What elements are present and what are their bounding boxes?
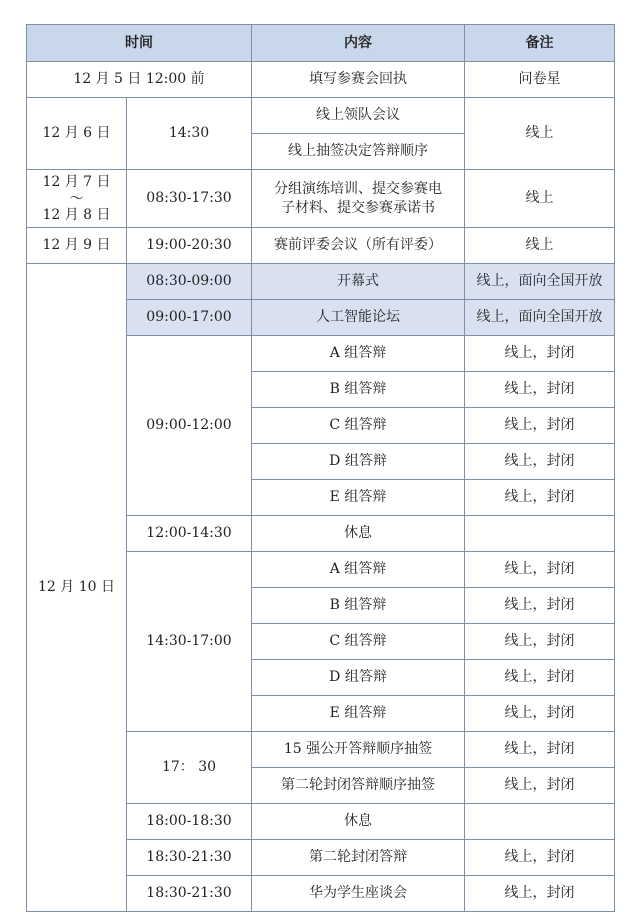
note-cell: 线上，封闭 [465,372,615,408]
content-cell: C 组答辩 [252,408,465,444]
note-cell: 线上，封闭 [465,768,615,804]
content-cell: 休息 [252,516,465,552]
time-cell: 08:30-09:00 [127,264,252,300]
content-cell: A 组答辩 [252,552,465,588]
content-cell: 人工智能论坛 [252,300,465,336]
table-row [27,228,615,264]
time-cell: 18:30-21:30 [127,876,252,912]
time-cell: 12:00-14:30 [127,516,252,552]
note-cell: 线上，封闭 [465,876,615,912]
note-cell [465,516,615,552]
time-cell: 17： 30 [127,732,252,804]
content-cell: 赛前评委会议（所有评委） [252,228,465,264]
content-cell: 休息 [252,804,465,840]
note-cell: 线上，封闭 [465,660,615,696]
date-cell: 12 月 10 日 [27,264,127,912]
content-cell: C 组答辩 [252,624,465,660]
note-cell: 线上 [465,228,615,264]
header-note: 备注 [465,25,615,62]
table-row [27,170,615,228]
time-cell: 09:00-17:00 [127,300,252,336]
time-cell: 19:00-20:30 [127,228,252,264]
note-cell: 线上，封闭 [465,732,615,768]
time-cell: 14:30 [127,98,252,170]
header-content: 内容 [252,25,465,62]
content-cell: E 组答辩 [252,696,465,732]
content-cell: 15 强公开答辩顺序抽签 [252,732,465,768]
content-cell: 第二轮封闭答辩顺序抽签 [252,768,465,804]
note-cell: 线上，封闭 [465,552,615,588]
table-row [27,264,615,300]
content-cell: B 组答辩 [252,588,465,624]
date-cell: 12 月 5 日 12:00 前 [27,62,252,98]
content-cell: 第二轮封闭答辩 [252,840,465,876]
table-row [27,98,615,134]
note-cell: 线上，封闭 [465,480,615,516]
table-header-row [27,25,615,62]
content-cell: D 组答辩 [252,444,465,480]
header-time: 时间 [27,25,252,62]
note-cell: 线上，面向全国开放 [465,300,615,336]
note-cell: 线上，封闭 [465,444,615,480]
time-cell: 18:00-18:30 [127,804,252,840]
content-cell: E 组答辩 [252,480,465,516]
note-cell: 线上，面向全国开放 [465,264,615,300]
note-cell: 线上 [465,98,615,170]
content-cell: D 组答辩 [252,660,465,696]
content-cell: 填写参赛会回执 [252,62,465,98]
note-cell: 线上，封闭 [465,624,615,660]
content-line: 子材料、提交参赛承诺书 [281,199,435,216]
content-cell: B 组答辩 [252,372,465,408]
time-cell: 14:30-17:00 [127,552,252,732]
note-cell: 线上，封闭 [465,336,615,372]
note-cell [465,804,615,840]
content-cell: 线上领队会议 [252,98,465,134]
time-cell: 09:00-12:00 [127,336,252,516]
schedule-table [26,24,615,912]
note-cell: 线上 [465,170,615,228]
date-cell: 12 月 6 日 [27,98,127,170]
time-cell: 08:30-17:30 [127,170,252,228]
note-cell: 线上，封闭 [465,696,615,732]
table-row [27,62,615,98]
note-cell: 问卷星 [465,62,615,98]
note-cell: 线上，封闭 [465,840,615,876]
content-line: 分组演练培训、提交参赛电 [274,180,442,197]
date-cell: 12 月 9 日 [27,228,127,264]
date-end: 12 月 8 日 [42,206,111,223]
note-cell: 线上，封闭 [465,408,615,444]
content-cell: 华为学生座谈会 [252,876,465,912]
content-cell: 开幕式 [252,264,465,300]
date-cell [27,170,127,228]
note-cell: 线上，封闭 [465,588,615,624]
content-cell: A 组答辩 [252,336,465,372]
date-range-separator: ～ [69,190,84,207]
content-cell: 线上抽签决定答辩顺序 [252,134,465,170]
time-cell: 18:30-21:30 [127,840,252,876]
content-cell [252,170,465,228]
date-start: 12 月 7 日 [42,173,111,190]
